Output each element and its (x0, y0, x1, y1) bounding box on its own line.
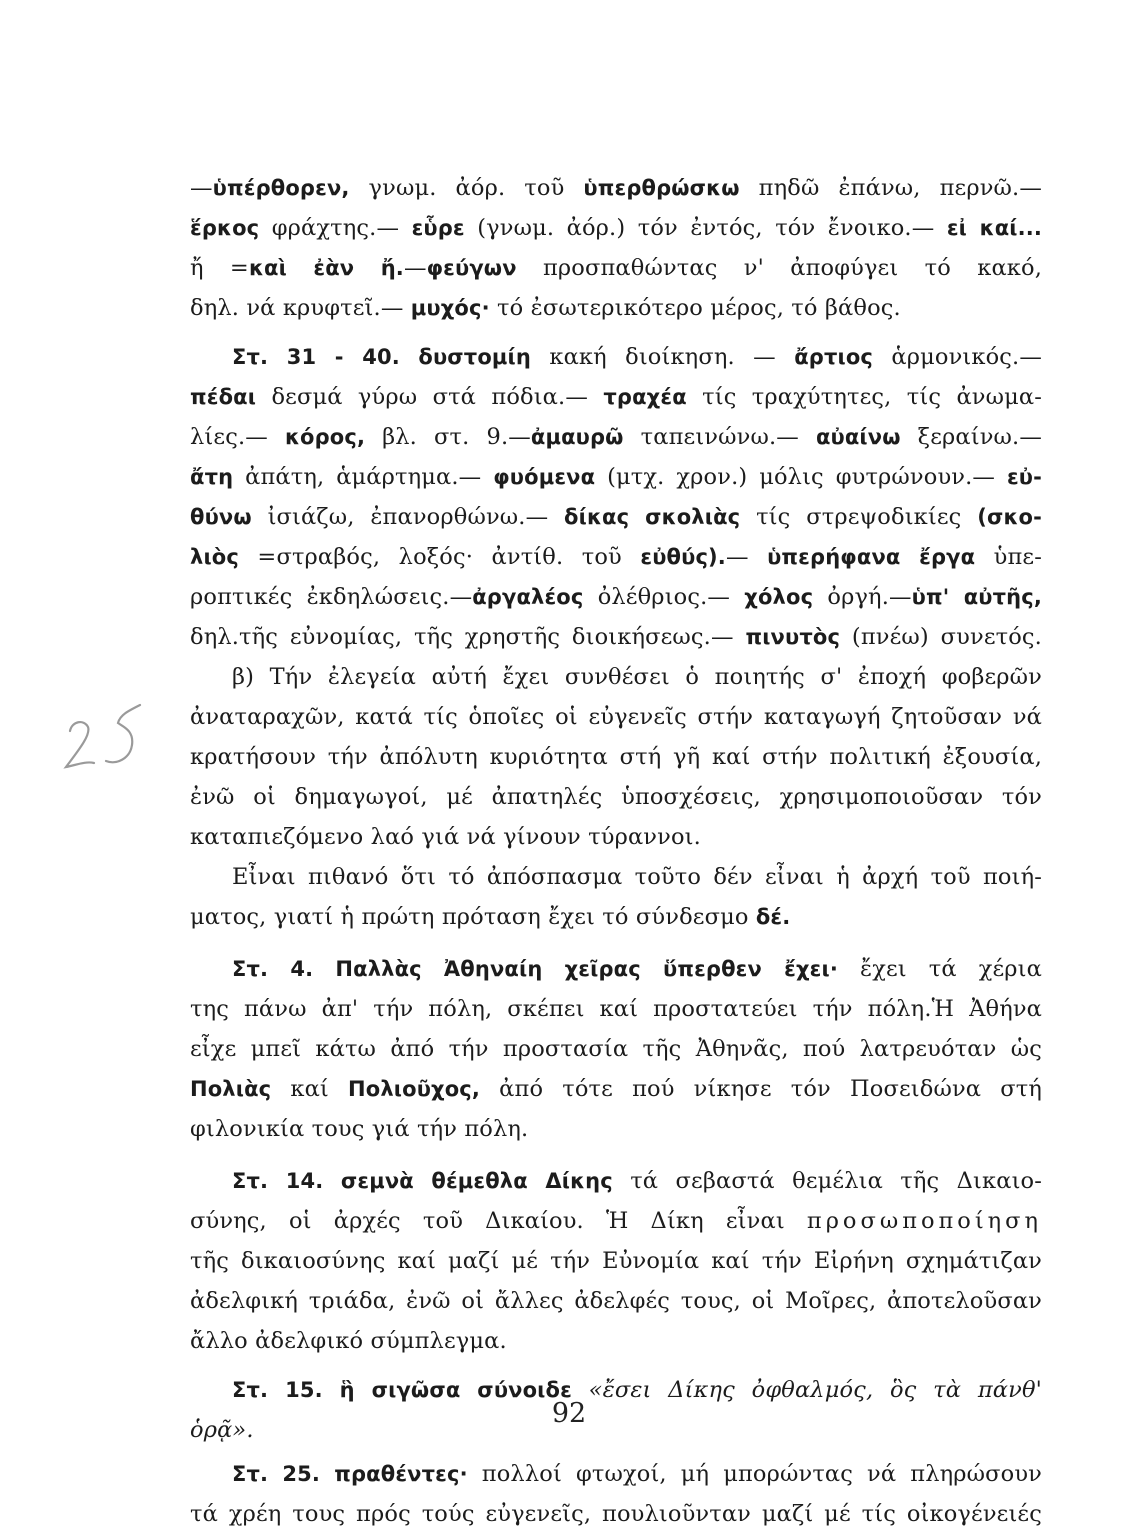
text-line: της πάνω ἀπ' τήν πόλη, σκέπει καί προστατεύει τήν πόλη.Ἡ Ἀθήνα (190, 996, 1042, 1022)
text-line: δηλ. νά κρυφτεῖ.— μυχός· τό ἐσωτερικότερο μέρος, τό βάθος. (190, 295, 901, 321)
section-heading-line: Στ. 14. σεμνὰ θέμεθλα Δίκης τά σεβαστά θεμέλια τῆς Δικαιο- (232, 1168, 1042, 1194)
text-line: Πολιὰς καί Πολιοῦχος, ἀπό τότε πού νίκησε τόν Ποσειδώνα στή (190, 1076, 1042, 1102)
text-line: λίες.— κόρος, βλ. στ. 9.—ἀμαυρῶ ταπεινώνω.— αὐαίνω ξεραίνω.— (190, 424, 1042, 450)
text-line: ἄτη ἀπάτη, ἁμάρτημα.— φυόμενα (μτχ. χρον.) μόλις φυτρώνουν.— εὐ- (190, 464, 1042, 490)
text-line: πέδαι δεσμά γύρω στά πόδια.— τραχέα τίς τραχύτητες, τίς ἀνωμα- (190, 384, 1042, 410)
text-line: τά χρέη τους πρός τούς εὐγενεῖς, πουλιοῦνταν μαζί μέ τίς οἰκογένειές (190, 1501, 1042, 1527)
section-heading-line: Στ. 25. πραθέντες· πολλοί φτωχοί, μή μπορώντας νά πληρώσουν (232, 1461, 1042, 1487)
section-heading-line: Στ. 4. Παλλὰς Ἀθηναίη χεῖρας ὕπερθεν ἔχει· ἔχει τά χέρια (232, 956, 1043, 982)
text-line: ὁρᾷ». (190, 1417, 254, 1443)
text-line: σύνης, οἱ ἀρχές τοῦ Δικαίου. Ἡ Δίκη εἶναι προσωποποίηση (190, 1208, 1042, 1234)
text-line: ἀδελφική τριάδα, ἐνῶ οἱ ἄλλες ἀδελφές τους, οἱ Μοῖρες, ἀποτελοῦσαν (190, 1288, 1042, 1314)
text-line: λιὸς =στραβός, λοξός· ἀντίθ. τοῦ εὐθύς).— ὑπερήφανα ἔργα ὑπε- (190, 544, 1042, 570)
margin-handwritten-note (58, 693, 153, 783)
section-heading-line: Στ. 15. ἣ σιγῶσα σύνοιδε «ἔσει Δίκης ὀφθαλμός, ὃς τὰ πάνθ' (232, 1377, 1042, 1403)
text-line: ἀναταραχῶν, κατά τίς ὁποῖες οἱ εὐγενεῖς στήν καταγωγή ζητοῦσαν νά (190, 704, 1042, 730)
text-line: θύνω ἰσιάζω, ἐπανορθώνω.— δίκας σκολιὰς τίς στρεψοδικίες (σκο- (190, 504, 1042, 530)
page-number: 92 (551, 1398, 587, 1429)
text-line: ἤ =καὶ ἐὰν ἤ.—φεύγων προσπαθώντας ν' ἀποφύγει τό κακό, (190, 255, 1042, 281)
text-line: Εἶναι πιθανό ὅτι τό ἀπόσπασμα τοῦτο δέν εἶναι ἡ ἀρχή τοῦ ποιή- (232, 864, 1042, 890)
text-line: δηλ.τῆς εὐνομίας, τῆς χρηστῆς διοικήσεως.— πινυτὸς (πνέω) συνετός. (190, 624, 1042, 650)
text-line: κρατήσουν τήν ἀπόλυτη κυριότητα στή γῆ καί στήν πολιτική ἐξουσία, (190, 744, 1042, 770)
section-heading-line: Στ. 31 - 40. δυστομίη κακή διοίκηση. — ἄρτιος ἁρμονικός.— (232, 344, 1043, 370)
text-line: καταπιεζόμενο λαό γιά νά γίνουν τύραννοι. (190, 824, 701, 850)
text-line: β) Τήν ἐλεγεία αὐτή ἔχει συνθέσει ὁ ποιητής σ' ἐποχή φοβερῶν (232, 664, 1042, 690)
text-line: ἄλλο ἀδελφικό σύμπλεγμα. (190, 1328, 507, 1354)
text-line: ματος, γιατί ἡ πρώτη πρόταση ἔχει τό σύνδεσμο δέ. (190, 904, 791, 930)
text-line: ἕρκος φράχτης.— εὗρε (γνωμ. ἀόρ.) τόν ἐντός, τόν ἔνοικο.— εἰ καί... (190, 215, 1042, 241)
text-line: φιλονικία τους γιά τήν πόλη. (190, 1116, 529, 1142)
text-line: εἶχε μπεῖ κάτω ἀπό τήν προστασία τῆς Ἀθηνᾶς, πού λατρευόταν ὡς (190, 1036, 1042, 1062)
text-line: ἐνῶ οἱ δημαγωγοί, μέ ἀπατηλές ὑποσχέσεις, χρησιμοποιοῦσαν τόν (190, 784, 1042, 810)
handwritten-25-icon (58, 693, 153, 783)
glossary-text (190, 168, 1042, 1534)
text-line: ροπτικές ἐκδηλώσεις.—ἀργαλέος ὀλέθριος.— χόλος ὀργή.—ὑπ' αὐτῆς, (190, 584, 1042, 610)
text-line: —ὑπέρθορεν, γνωμ. ἀόρ. τοῦ ὑπερθρώσκω πηδῶ ἐπάνω, περνῶ.— (190, 175, 1042, 201)
text-line: τῆς δικαιοσύνης καί μαζί μέ τήν Εὐνομία καί τήν Εἰρήνη σχημάτιζαν (190, 1248, 1042, 1274)
